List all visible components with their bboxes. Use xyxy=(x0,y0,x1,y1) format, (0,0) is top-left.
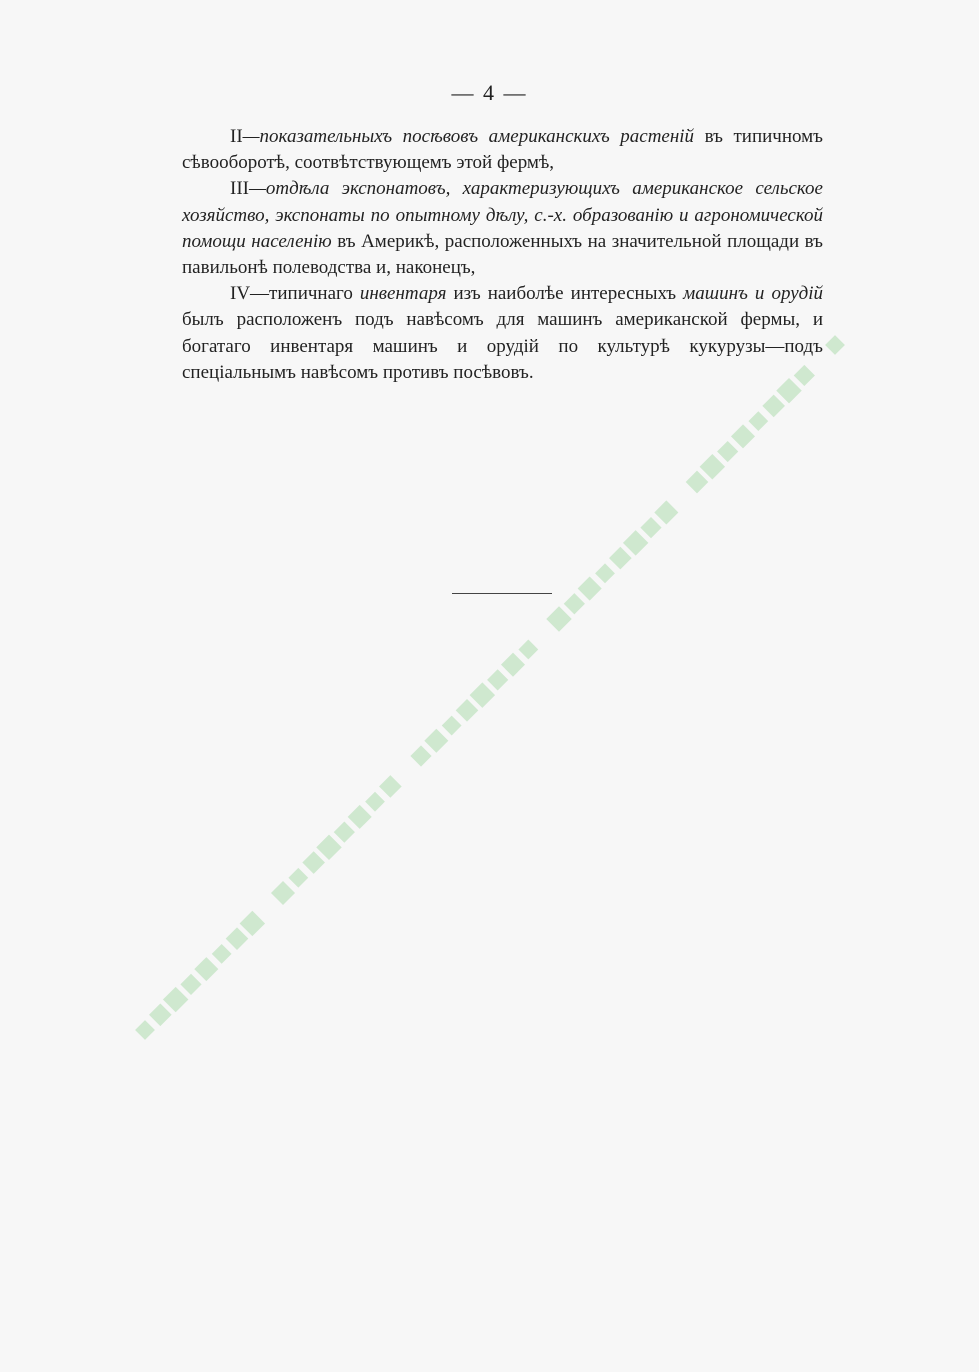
watermark-block xyxy=(180,974,201,995)
watermark-block xyxy=(456,699,479,722)
watermark-block xyxy=(762,395,785,418)
watermark-block xyxy=(334,822,355,843)
text-run: былъ расположенъ подъ навѣсомъ для машинъ американской фермы, и богатаго инвентаря машинъ и орудій по культурѣ кукурузы—подъ спеціальнымъ навѣсомъ противъ посѣвовъ. xyxy=(182,309,823,383)
watermark-block xyxy=(442,716,462,736)
watermark-block xyxy=(700,454,725,479)
text-run: въ Америкѣ, расположенныхъ на значительной площади въ павильонѣ полеводства и, наконецъ, xyxy=(182,230,824,279)
text-run: инвентаря xyxy=(359,283,447,305)
watermark-block xyxy=(149,1003,172,1026)
watermark-block xyxy=(470,682,495,707)
body-text xyxy=(182,124,823,386)
watermark-block xyxy=(578,577,602,601)
paragraph-iii xyxy=(182,176,823,281)
watermark-block xyxy=(424,729,448,753)
watermark-block xyxy=(240,911,265,936)
watermark-block xyxy=(686,471,709,494)
watermark-block xyxy=(731,424,755,448)
paragraph-iv xyxy=(182,281,823,386)
watermark-block xyxy=(302,851,325,874)
text-run: IV—типичнаго xyxy=(230,283,360,305)
watermark-block xyxy=(564,593,585,614)
watermark-block xyxy=(518,640,538,660)
watermark-block xyxy=(717,441,738,462)
page-number: — 4 — xyxy=(451,80,528,105)
watermark-block xyxy=(288,868,308,888)
text-run: въ типичномъ сѣвооборотѣ, соотвѣтствующемъ этой фермѣ, xyxy=(182,126,824,174)
watermark-block xyxy=(163,987,188,1012)
watermark-block xyxy=(825,335,845,355)
watermark-block xyxy=(654,500,678,524)
watermark-block xyxy=(410,745,431,766)
watermark-block xyxy=(212,944,232,964)
watermark-block xyxy=(487,669,508,690)
paragraph-ii xyxy=(182,124,823,176)
watermark-block xyxy=(748,411,768,431)
watermark-block xyxy=(640,517,661,538)
text-run: III xyxy=(230,178,249,200)
watermark-block xyxy=(546,606,571,631)
text-run: —отдѣла экспонатовъ, характеризующихъ американское сельское хозяйство, экспонаты по опытному дѣлу, с.-х. образованію и агрономической помощи населенію xyxy=(182,178,823,252)
watermark-block xyxy=(379,775,402,798)
watermark-block xyxy=(623,530,648,555)
watermark-block xyxy=(595,563,615,583)
watermark-block xyxy=(226,927,249,950)
section-divider xyxy=(452,593,552,594)
watermark-block xyxy=(194,957,218,981)
watermark-block xyxy=(135,1020,155,1040)
text-run: машинъ и орудій xyxy=(683,283,823,305)
text-run: —показательныхъ посѣвовъ американскихъ растеній xyxy=(242,126,695,147)
watermark-block xyxy=(348,805,372,829)
watermark-block xyxy=(501,653,525,677)
watermark-block xyxy=(271,881,295,905)
watermark-block xyxy=(365,792,385,812)
text-run: изъ наиболѣе интересныхъ xyxy=(446,283,684,305)
watermark-block xyxy=(316,835,341,860)
watermark-block xyxy=(609,547,632,570)
text-run: II xyxy=(230,126,243,147)
